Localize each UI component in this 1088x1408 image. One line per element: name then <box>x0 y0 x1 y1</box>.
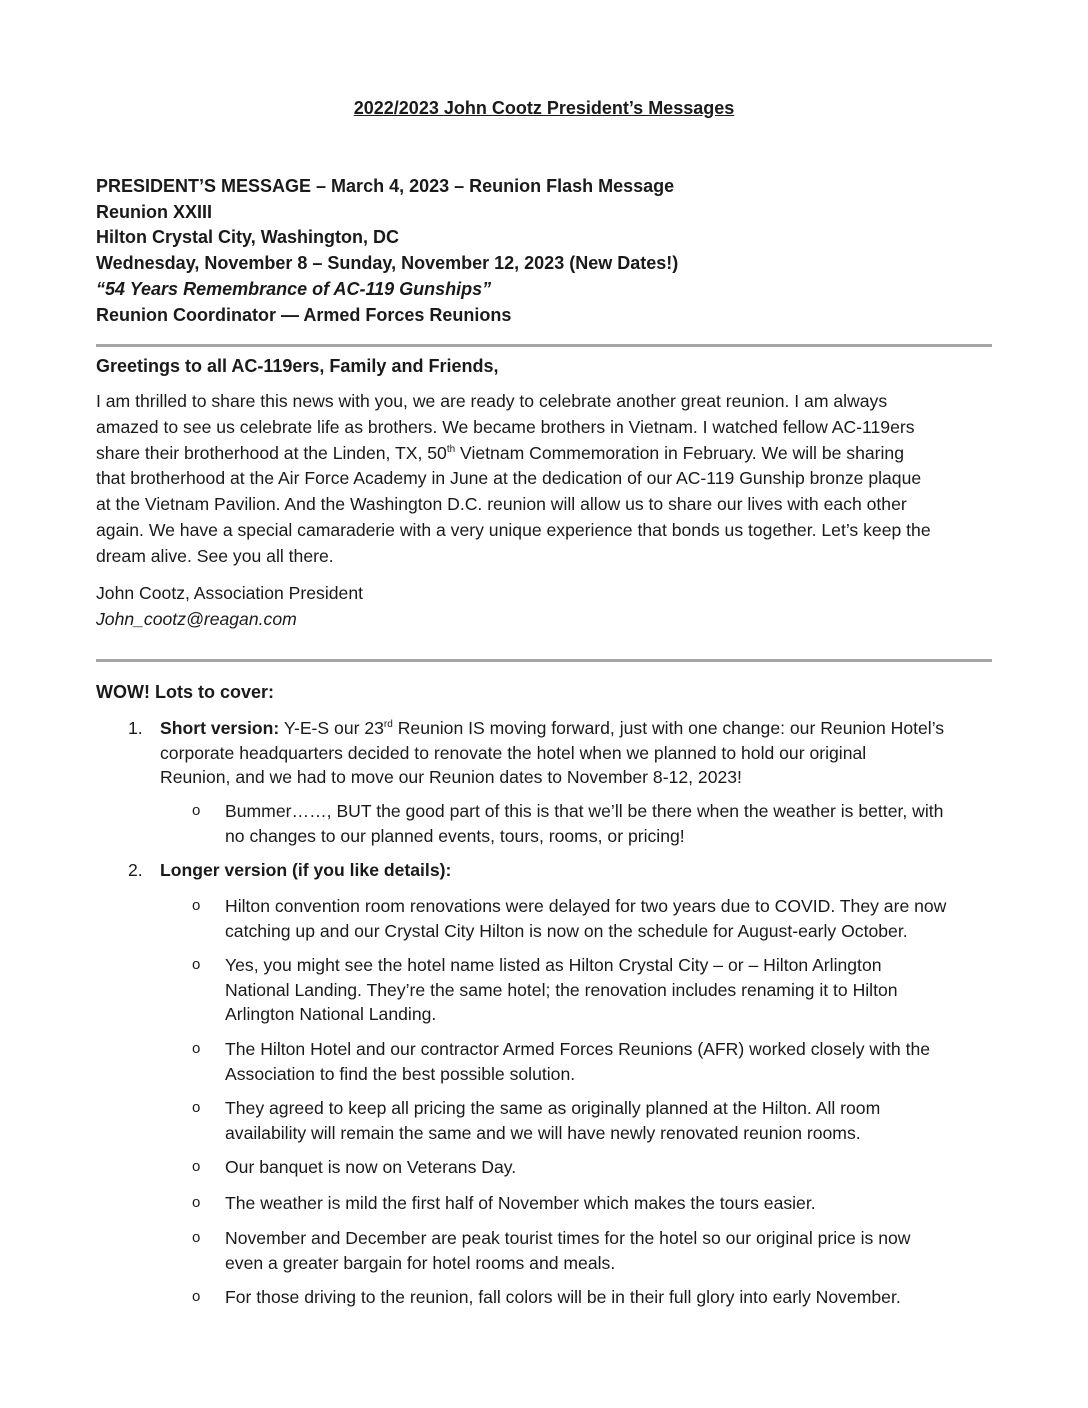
sub-item-text <box>225 1037 992 1086</box>
bullet-icon: o <box>192 802 201 819</box>
sub-item-text <box>225 799 992 848</box>
message-body <box>96 389 992 570</box>
signature-name: John Cootz, Association President <box>96 583 363 603</box>
bullet-icon: o <box>192 1099 201 1116</box>
sub-item-text <box>225 1191 992 1216</box>
document-page <box>96 0 992 1408</box>
bullet-icon: o <box>192 897 201 914</box>
bullet-icon: o <box>192 1040 201 1057</box>
sub-item-text <box>225 1285 992 1310</box>
body-line: again. We have a special camaraderie with a very unique experience that bonds us together. Let’s keep the <box>96 519 931 540</box>
item-label: Short version: <box>160 718 280 738</box>
header-coordinator: Reunion Coordinator — Armed Forces Reunions <box>96 304 512 325</box>
body-line: amazed to see us celebrate life as brothers. We became brothers in Vietnam. I watched fellow AC-119ers <box>96 416 915 437</box>
body-line: I am thrilled to share this news with you, we are ready to celebrate another great reunion. I am always <box>96 391 888 411</box>
sub-item-line: Arlington National Landing. <box>225 1004 437 1024</box>
section-divider <box>96 344 992 347</box>
body-line <box>96 441 992 467</box>
page-title: 2022/2023 John Cootz President’s Messages <box>353 98 735 118</box>
ordinal-suffix: rd <box>383 719 393 730</box>
body-line: that brotherhood at the Air Force Academy in June at the dedication of our AC-119 Gunship bronze plaque <box>96 468 922 489</box>
body-line: dream alive. See you all there. <box>96 545 334 566</box>
item-label: Longer version (if you like details): <box>160 860 452 880</box>
header-location: Hilton Crystal City, Washington, DC <box>96 227 400 248</box>
header-theme: “54 Years Remembrance of AC-119 Gunships” <box>96 278 492 299</box>
sub-item-line: availability will remain the same and we will have newly renovated reunion rooms. <box>225 1122 861 1143</box>
list-item-text <box>160 858 992 883</box>
sub-item-text <box>225 1155 992 1180</box>
item-line <box>160 716 992 741</box>
bullet-icon: o <box>192 956 201 973</box>
sub-item-line: Bummer……, BUT the good part of this is that we’ll be there when the weather is better, with <box>225 801 944 821</box>
bullet-icon: o <box>192 1194 201 1211</box>
ordinal-suffix: th <box>446 443 456 455</box>
sub-item-line: catching up and our Crystal City Hilton is now on the schedule for August-early October. <box>225 920 908 941</box>
header-message-date: PRESIDENT’S MESSAGE – March 4, 2023 – Reunion Flash Message <box>96 176 675 196</box>
list-number: 2. <box>128 860 143 880</box>
item-text: Y-E-S our 23 <box>279 718 384 738</box>
header-reunion-number: Reunion XXIII <box>96 201 213 222</box>
item-line: Reunion, and we had to move our Reunion dates to November 8-12, 2023! <box>160 767 742 787</box>
sub-item-line: National Landing. They’re the same hotel; the renovation includes renaming it to Hilton <box>225 979 898 1000</box>
sub-item-text <box>225 1096 992 1145</box>
sub-item-line: Yes, you might see the hotel name listed as Hilton Crystal City – or – Hilton Arlington <box>225 955 882 975</box>
bullet-icon: o <box>192 1288 201 1305</box>
list-number: 1. <box>128 718 143 738</box>
sub-item-line: For those driving to the reunion, fall colors will be in their full glory into early November. <box>225 1287 901 1307</box>
item-line <box>160 858 992 883</box>
item-line: corporate headquarters decided to renovate the hotel when we planned to hold our original <box>160 742 867 763</box>
sub-item-line: even a greater bargain for hotel rooms and meals. <box>225 1252 616 1273</box>
signature-email: John_cootz@reagan.com <box>96 608 297 629</box>
body-text: share their brotherhood at the Linden, TX, 50 <box>96 442 447 463</box>
item-text: Reunion IS moving forward, just with one change: our Reunion Hotel’s <box>392 718 945 738</box>
message-header <box>96 174 992 328</box>
section-divider <box>96 659 992 662</box>
sub-item-line: November and December are peak tourist times for the hotel so our original price is now <box>225 1228 911 1248</box>
sub-item-text <box>225 953 992 1027</box>
list-item-text <box>160 716 992 790</box>
header-dates: Wednesday, November 8 – Sunday, November 12, 2023 (New Dates!) <box>96 253 679 274</box>
greeting: Greetings to all AC-119ers, Family and Friends, <box>96 356 499 376</box>
sub-item-text <box>225 894 992 943</box>
sub-item-line: The weather is mild the first half of November which makes the tours easier. <box>225 1193 816 1213</box>
sub-item-line: Our banquet is now on Veterans Day. <box>225 1157 517 1177</box>
body-line: at the Vietnam Pavilion. And the Washington D.C. reunion will allow us to share our lives with each other <box>96 494 907 515</box>
sub-item-line: no changes to our planned events, tours, rooms, or pricing! <box>225 825 685 846</box>
sub-item-line: The Hilton Hotel and our contractor Armed Forces Reunions (AFR) worked closely with the <box>225 1039 931 1059</box>
body-text: Vietnam Commemoration in February. We will be sharing <box>455 442 904 463</box>
sub-item-text <box>225 1226 992 1275</box>
bullet-icon: o <box>192 1229 201 1246</box>
bullet-icon: o <box>192 1158 201 1175</box>
sub-item-line: They agreed to keep all pricing the same as originally planned at the Hilton. All room <box>225 1098 881 1118</box>
signature-block <box>96 581 363 632</box>
sub-item-line: Association to find the best possible solution. <box>225 1063 576 1084</box>
sub-item-line: Hilton convention room renovations were delayed for two years due to COVID. They are now <box>225 896 947 916</box>
section-heading: WOW! Lots to cover: <box>96 682 274 702</box>
